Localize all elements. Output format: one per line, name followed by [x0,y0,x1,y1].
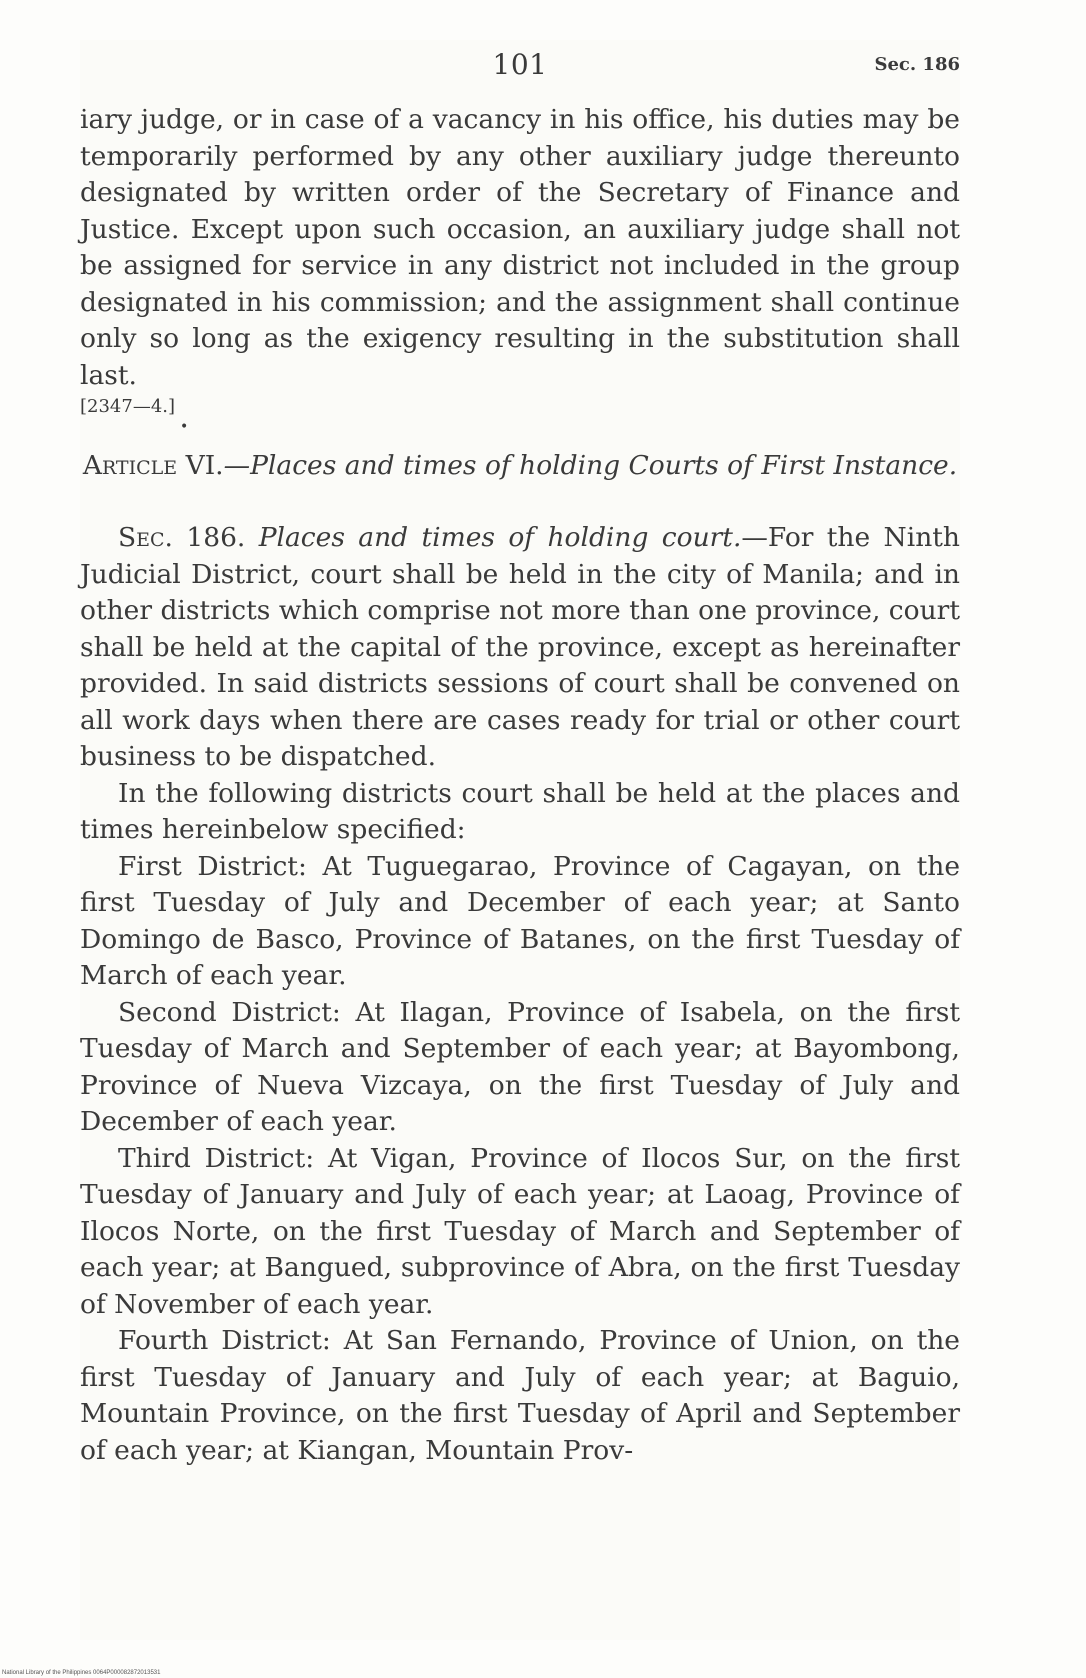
section-reference: Sec. 186 [874,54,960,75]
paragraph-intro: In the following districts court shall be held at the places and times hereinbelow specified: [80,777,960,845]
section-text: —For the Ninth Judicial District, court shall be held in the city of Manila; and in other districts which comprise not more than one province, court shall be held at the capital of the province, except as hereinafter provided. In said districts sessions of court shall be convened on all work days when there are cases ready for trial or other court business to be dispatched. [80,522,960,772]
article-label: Article VI. [82,450,224,481]
section-number: 186. [173,522,259,553]
article-title: —Places and times of holding Courts of First Instance. [223,450,958,481]
article-heading [80,448,960,484]
continuation-paragraph: iary judge, or in case of a vacancy in his office, his duties may be temporarily performed by any other auxiliary judge thereunto designated by written order of the Secretary of Finance and Justice. Except upon such occasion, an auxiliary judge shall not be assigned for service in any district not included in the group designated in his commission; and the assignment shall continue only so long as the exigency resulting in the substitution shall last. [80,104,960,391]
stray-mark: • [180,419,189,435]
footer-credit: National Library of the Philippines 0064P000082872013531 [2,1670,161,1676]
section-label: Sec. [118,522,173,553]
citation: [2347—4.] [80,396,176,417]
paragraph-third-district: Third District: At Vigan, Province of Ilocos Sur, on the first Tuesday of January and July of each year; at Laoag, Province of Ilocos Norte, on the first Tuesday of March and September of each year; at Bangued, subprovince of Abra, on the first Tuesday of November of each year. [80,1142,960,1320]
document-page [80,40,960,1640]
section-title: Places and times of holding court. [258,522,742,553]
paragraph-fourth-district: Fourth District: At San Fernando, Province of Union, on the first Tuesday of January and July of each year; at Baguio, Mountain Province, on the first Tuesday of April and September of each year; at Kiangan, Mountain Prov- [80,1325,960,1466]
page-number: 101 [492,48,548,81]
body-text [80,102,960,1469]
section-186-paragraph [80,520,960,776]
paragraph-second-district: Second District: At Ilagan, Province of Isabela, on the first Tuesday of March and September of each year; at Bayombong, Province of Nueva Vizcaya, on the first Tuesday of July and December of each year. [80,996,960,1137]
paragraph-first-district: First District: At Tuguegarao, Province of Cagayan, on the first Tuesday of July and December of each year; at Santo Domingo de Basco, Province of Batanes, on the first Tuesday of March of each year. [80,850,960,991]
running-head [80,48,960,88]
